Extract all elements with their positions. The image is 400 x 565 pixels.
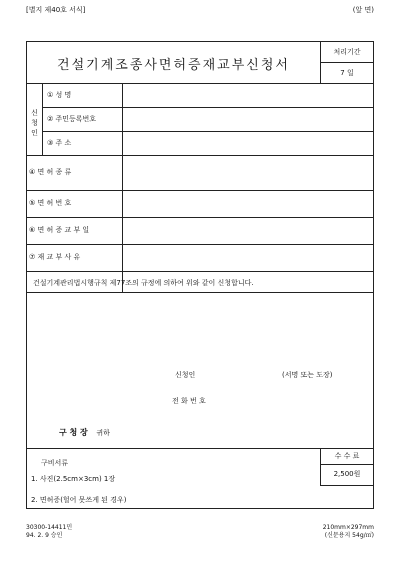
license-number-label: ⑤ 면 허 번 호 xyxy=(29,199,72,207)
reissue-reason-field[interactable] xyxy=(123,245,373,271)
address-label: ③ 주 소 xyxy=(47,139,72,147)
processing-period-label: 처리기간 xyxy=(333,48,361,56)
issue-date-field[interactable] xyxy=(123,218,373,244)
reissue-reason-label: ⑦ 재 교 부 사 유 xyxy=(29,253,81,261)
signature-hint: (서명 또는 도장) xyxy=(282,371,333,379)
paper-size: 210mm×297mm xyxy=(322,524,374,531)
form-frame xyxy=(26,41,374,509)
license-number-field[interactable] xyxy=(123,191,373,217)
recipient-name: 구 청 장 xyxy=(59,428,88,437)
recipient-suffix: 귀하 xyxy=(96,429,110,437)
fee-line xyxy=(320,464,374,465)
period-divider xyxy=(320,62,374,63)
form-title: 건설기계조종사면허증재교부신청서 xyxy=(57,58,290,73)
address-field[interactable] xyxy=(123,132,373,155)
front-side-label: (앞 면) xyxy=(352,6,374,14)
fee-value: 2,500원 xyxy=(333,470,361,478)
signer-label: 신청인 xyxy=(175,371,196,379)
resident-number-field[interactable] xyxy=(123,108,373,131)
license-type-field[interactable] xyxy=(123,156,373,190)
form-code: 30300-14411민 xyxy=(26,524,73,531)
resident-number-label: ② 주민등록번호 xyxy=(47,115,97,123)
form-number-label: [별지 제40호 서식] xyxy=(26,6,86,14)
approval-date: 94. 2. 9 승인 xyxy=(26,532,63,539)
fee-label: 수 수 료 xyxy=(334,452,360,460)
row-line xyxy=(27,271,373,272)
phone-label: 전 화 번 호 xyxy=(172,397,206,405)
applicant-group-label: 신청인 xyxy=(31,109,38,137)
processing-period-value: 7 일 xyxy=(340,69,354,77)
group-divider xyxy=(42,83,43,155)
documents-title: 구비서류 xyxy=(41,459,69,467)
paper-type: (신문용지 54g/㎡) xyxy=(324,532,374,539)
fee-line xyxy=(320,485,374,486)
recipient-line xyxy=(59,427,110,438)
name-field[interactable] xyxy=(123,84,373,107)
row-line xyxy=(27,292,373,293)
row-line xyxy=(27,448,373,449)
name-label: ① 성 명 xyxy=(47,91,72,99)
license-type-label: ④ 면 허 종 류 xyxy=(29,168,72,176)
document-item: 1. 사진(2.5cm×3cm) 1장 xyxy=(31,475,116,483)
issue-date-label: ⑥ 면 허 증 교 부 일 xyxy=(29,226,90,234)
statement-text: 건설기계관리법시행규칙 제77조의 규정에 의하여 위와 같이 신청합니다. xyxy=(33,279,254,287)
document-item: 2. 면허증(헐어 못쓰게 된 경우) xyxy=(31,496,127,504)
